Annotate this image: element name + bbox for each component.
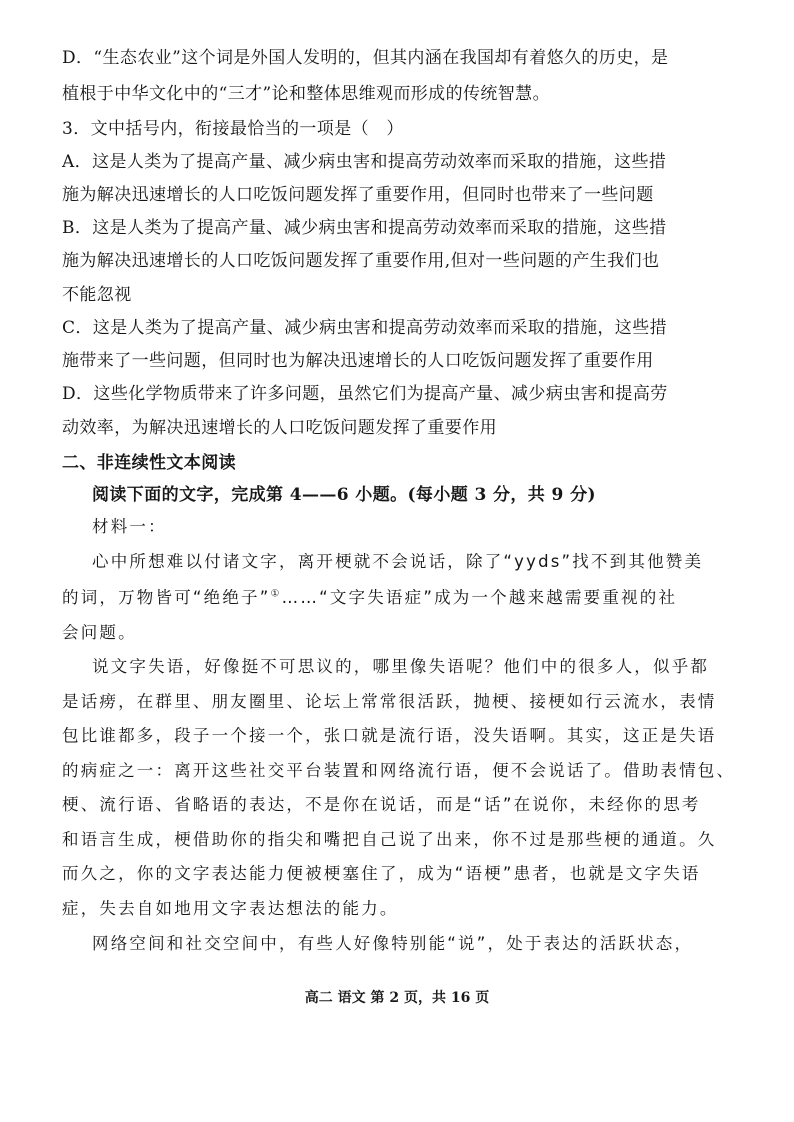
q3-option-b-line3: 不能忽视: [62, 285, 132, 305]
section-instruction: 阅读下面的文字，完成第 4——6 小题。(每小题 3 分，共 9 分): [92, 485, 596, 505]
material-label: 材料一：: [92, 517, 167, 536]
q3-option-c-line1: C．这是人类为了提高产量、减少病虫害和提高劳动效率而采取的措施，这些措: [62, 318, 668, 338]
passage-p2-line7: 而久之，你的文字表达能力便被梗塞住了，成为“语梗”患者，也就是文字失语: [62, 864, 701, 883]
q2-option-d-line1: D．“生态农业”这个词是外国人发明的，但其内涵在我国却有着悠久的历史，是: [62, 48, 669, 68]
q3-option-a-line2: 施为解决迅速增长的人口吃饭问题发挥了重要作用，但同时也带来了一些问题: [62, 185, 654, 205]
footnote-mark: ①: [270, 588, 282, 600]
passage-p1-line3: 会问题。: [62, 623, 137, 642]
passage-p2-line2: 是话痨，在群里、朋友圈里、论坛上常常很活跃，抛梗、接梗如行云流水，表情: [62, 692, 717, 711]
passage-p1-line1: 心中所想难以付诸文字，离开梗就不会说话，除了“yyds”找不到其他赞美: [92, 552, 704, 571]
q3-option-d-line1: D．这些化学物质带来了许多问题，虽然它们为提高产量、减少病虫害和提高劳: [62, 384, 668, 404]
passage-p3-line1: 网络空间和社交空间中，有些人好像特别能“说”，处于表达的活跃状态，: [92, 934, 694, 953]
passage-p1-line2-text-a: 的词，万物皆可“绝绝子”: [62, 588, 271, 607]
passage-p2-line1: 说文字失语，好像挺不可思议的，哪里像失语呢？他们中的很多人，似乎都: [92, 657, 710, 676]
passage-p2-line3: 包比谁都多，段子一个接一个，张口就是流行语，没失语啊。其实，这正是失语: [62, 726, 717, 745]
passage-p2-line8: 症，失去自如地用文字表达想法的能力。: [62, 899, 399, 918]
passage-p2-line4: 的病症之一：离开这些社交平台装置和网络流行语，便不会说话了。借助表情包、: [62, 761, 736, 780]
q2-option-d-line2: 植根于中华文化中的“三才”论和整体思维观而形成的传统智慧。: [62, 84, 550, 104]
passage-p2-line6: 和语言生成，梗借助你的指尖和嘴把自己说了出来，你不过是那些梗的通道。久: [62, 830, 717, 849]
q3-option-b-line2: 施为解决迅速增长的人口吃饭问题发挥了重要作用,但对一些问题的产生我们也: [62, 251, 660, 271]
passage-p1-line2: [62, 586, 677, 610]
q3-option-d-line2: 动效率，为解决迅速增长的人口吃饭问题发挥了重要作用: [62, 418, 497, 438]
passage-p1-line2-text-b: ……“文字失语症”成为一个越来越需要重视的社: [281, 588, 678, 607]
section-heading: 二、非连续性文本阅读: [62, 453, 236, 473]
q3-stem: 3．文中括号内，衔接最恰当的一项是（ ）: [62, 119, 404, 139]
q3-option-a-line1: A．这是人类为了提高产量、减少病虫害和提高劳动效率而采取的措施，这些措: [62, 152, 667, 172]
q3-option-b-line1: B．这是人类为了提高产量、减少病虫害和提高劳动效率而采取的措施，这些措: [62, 218, 667, 238]
q3-option-c-line2: 施带来了一些问题，但同时也为解决迅速增长的人口吃饭问题发挥了重要作用: [62, 351, 654, 371]
passage-p2-line5: 梗、流行语、省略语的表达，不是你在说话，而是“话”在说你，未经你的思考: [62, 795, 701, 814]
page-footer: 高二 语文 第 2 页，共 16 页: [304, 990, 490, 1006]
